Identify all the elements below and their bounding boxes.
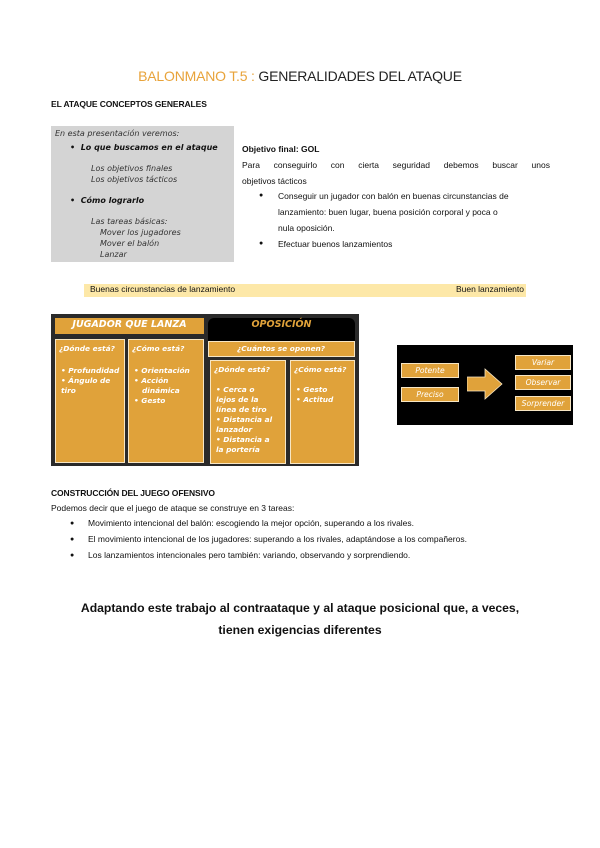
highlight-right: Buen lanzamiento: [455, 284, 524, 294]
bullet-dot: ●: [70, 536, 75, 543]
column-item: lejos de la: [216, 395, 259, 404]
objective-line-2: objetivos tácticos: [242, 176, 307, 186]
closing-line-1: Adaptando este trabajo al contraataque y al ataque posicional que, a veces,: [80, 601, 520, 615]
bullet-dot: ●: [70, 520, 75, 527]
summary-bullet-1-label: Lo que buscamos en el ataque: [80, 143, 218, 152]
summary-item: Los objetivos tácticos: [91, 175, 178, 184]
summary-item: Mover los jugadores: [100, 228, 181, 237]
summary-item: Lanzar: [100, 250, 127, 259]
column-item: • Orientación: [134, 366, 190, 375]
objective-bullet-1-line-1: Conseguir un jugador con balón en buenas circunstancias de: [278, 191, 509, 201]
cuantos-label: ¿Cuántos se oponen?: [236, 344, 326, 353]
bullet-dot: ●: [259, 240, 264, 247]
objective-label: Objetivo final: GOL: [242, 144, 320, 154]
bullet-dot: ●: [70, 552, 75, 559]
summary-item: Las tareas básicas:: [91, 217, 168, 226]
column-item: lanzador: [216, 425, 253, 434]
column-item: • Gesto: [134, 396, 166, 405]
highlight-left: Buenas circunstancias de lanzamiento: [90, 284, 236, 294]
task-2: El movimiento intencional de los jugadores: superando a los rivales, adaptándose a los compañeros.: [88, 534, 467, 544]
objective-line-1: Para conseguirlo con cierta seguridad debemos buscar unos: [242, 160, 550, 170]
summary-intro: En esta presentación veremos:: [55, 129, 180, 138]
column-item: • Gesto: [296, 385, 328, 394]
page-title: [0, 68, 600, 84]
column-item: • Acción: [134, 376, 169, 385]
objective-bullet-1-line-2: lanzamiento: buen lugar, buena posición corporal y poca o: [278, 207, 498, 217]
objective-bullet-1-line-3: nula oposición.: [278, 223, 335, 233]
column-item: • Cerca o: [216, 385, 255, 394]
column-item: línea de tiro: [216, 405, 267, 414]
column-item: dinámica: [142, 386, 180, 395]
summary-bullet-2-label: Cómo lograrlo: [80, 196, 145, 205]
highlight-bar: [84, 284, 526, 297]
oposicion-donde-column: [210, 360, 286, 464]
column-item: • Ángulo de: [61, 376, 111, 385]
column-item: la portería: [216, 445, 260, 454]
task-1: Movimiento intencional del balón: escogiendo la mejor opción, superando a los rivales.: [88, 518, 415, 528]
column-question: ¿Dónde está?: [59, 344, 115, 353]
title-part2: GENERALIDADES DEL ATAQUE: [258, 68, 462, 84]
presentation-summary-box: [51, 126, 234, 262]
shot-diagram: [397, 345, 573, 425]
tag-variar: Variar: [515, 355, 571, 370]
summary-item: Los objetivos finales: [91, 164, 173, 173]
task-3: Los lanzamientos intencionales pero también: variando, observando y sorprendiendo.: [88, 550, 411, 560]
column-item: • Distancia a: [216, 435, 270, 444]
column-item: • Profundidad: [61, 366, 120, 375]
objective-bullet-2: Efectuar buenos lanzamientos: [278, 239, 393, 249]
arrow-right-icon: [467, 367, 503, 401]
summary-item: Mover el balón: [100, 239, 160, 248]
oposicion-header: OPOSICIÓN: [251, 319, 312, 330]
jugador-header: JUGADOR QUE LANZA: [72, 319, 187, 330]
column-question: ¿Cómo está?: [132, 344, 185, 353]
jugador-donde-column: [55, 339, 125, 463]
title-part1: BALONMANO T.5 :: [138, 68, 259, 84]
tag-observar: Observar: [515, 375, 571, 390]
section2-heading: CONSTRUCCIÓN DEL JUEGO OFENSIVO: [51, 488, 215, 498]
jugador-como-column: [128, 339, 204, 463]
summary-bullet-1: • Lo que buscamos en el ataque: [70, 143, 218, 152]
tag-potente: Potente: [401, 363, 459, 378]
column-question: ¿Cómo está?: [294, 365, 347, 374]
section2-intro: Podemos decir que el juego de ataque se construye en 3 tareas:: [51, 503, 295, 513]
closing-line-2: tienen exigencias diferentes: [218, 623, 382, 637]
bullet-dot: ●: [259, 192, 264, 199]
column-item: • Distancia al: [216, 415, 273, 424]
tag-sorprender: Sorprender: [515, 396, 571, 411]
column-item: tiro: [61, 386, 76, 395]
column-item: • Actitud: [296, 395, 334, 404]
summary-bullet-2: • Cómo lograrlo: [70, 196, 145, 205]
column-question: ¿Dónde está?: [214, 365, 270, 374]
oposicion-como-column: [290, 360, 355, 464]
section1-heading: EL ATAQUE CONCEPTOS GENERALES: [51, 99, 207, 109]
tag-preciso: Preciso: [401, 387, 459, 402]
cuantos-box: [208, 341, 355, 357]
